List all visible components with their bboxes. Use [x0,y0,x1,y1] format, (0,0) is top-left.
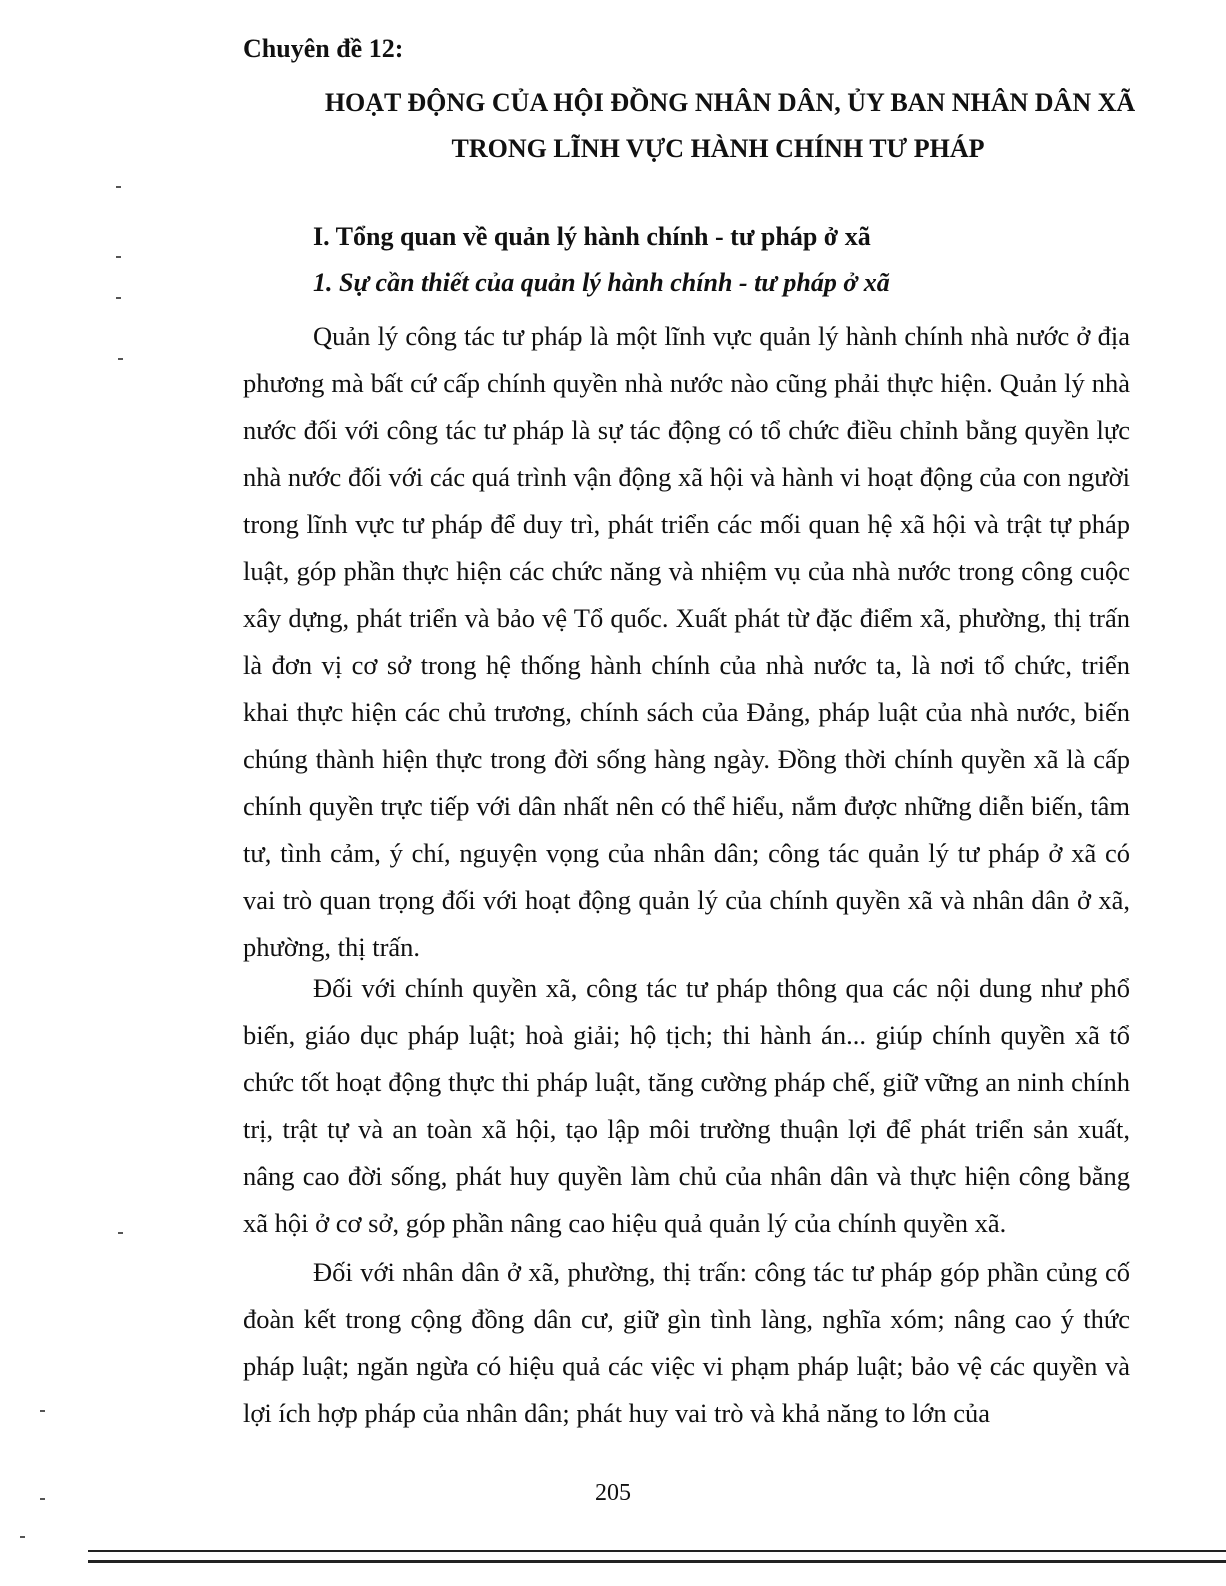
section-heading: I. Tổng quan về quản lý hành chính - tư pháp ở xã [313,222,871,251]
footer-rule-thick [88,1560,1226,1563]
main-title-line-2: TRONG LĨNH VỰC HÀNH CHÍNH TƯ PHÁP [451,134,985,163]
scan-speck [20,1536,25,1538]
scan-speck [118,1232,123,1234]
scan-speck [116,256,121,258]
subsection-heading: 1. Sự cần thiết của quản lý hành chính - tư pháp ở xã [313,268,890,297]
scan-speck [40,1410,45,1412]
main-title-line-1: HOẠT ĐỘNG CỦA HỘI ĐỒNG NHÂN DÂN, ỦY BAN NHÂN DÂN XÃ [324,88,1136,117]
body-paragraph-3: Đối với nhân dân ở xã, phường, thị trấn: công tác tư pháp góp phần củng cố đoàn kết trong cộng đồng dân cư, giữ gìn tình làng, nghĩa xóm; nâng cao ý thức pháp luật; ngăn ngừa có hiệu quả các việc vi phạm pháp luật; bảo vệ các quyền và lợi ích hợp pháp của nhân dân; phát huy vai trò và khả năng to lớn của [243,1257,1130,1428]
body-paragraph-1: Quản lý công tác tư pháp là một lĩnh vực quản lý hành chính nhà nước ở địa phương mà bất cứ cấp chính quyền nhà nước nào cũng phải thực hiện. Quản lý nhà nước đối với công tác tư pháp là sự tác động có tổ chức điều chỉnh bằng quyền lực nhà nước đối với các quá trình vận động xã hội và hành vi hoạt động của con người trong lĩnh vực tư pháp để duy trì, phát triển các mối quan hệ xã hội và trật tự pháp luật, góp phần thực hiện các chức năng và nhiệm vụ của nhà nước trong công cuộc xây dựng, phát triển và bảo vệ Tổ quốc. Xuất phát từ đặc điểm xã, phường, thị trấn là đơn vị cơ sở trong hệ thống hành chính của nhà nước ta, là nơi tổ chức, triển khai thực hiện các chủ trương, chính sách của Đảng, pháp luật của nhà nước, biến chúng thành hiện thực trong đời sống hàng ngày. Đồng thời chính quyền xã là cấp chính quyền trực tiếp với dân nhất nên có thể hiểu, nắm được những diễn biến, tâm tư, tình cảm, ý chí, nguyện vọng của nhân dân; công tác quản lý tư pháp ở xã có vai trò quan trọng đối với hoạt động quản lý của chính quyền xã và nhân dân ở xã, phường, thị trấn. [243,321,1130,962]
scan-speck [118,358,123,360]
footer-rule [88,1550,1226,1552]
page-number: 205 [595,1480,631,1506]
scan-speck [116,186,121,188]
body-paragraph-2: Đối với chính quyền xã, công tác tư pháp thông qua các nội dung như phổ biến, giáo dục pháp luật; hoà giải; hộ tịch; thi hành án... giúp chính quyền xã tổ chức tốt hoạt động thực thi pháp luật, tăng cường pháp chế, giữ vững an ninh chính trị, trật tự và an toàn xã hội, tạo lập môi trường thuận lợi để phát triển sản xuất, nâng cao đời sống, phát huy quyền làm chủ của nhân dân và thực hiện công bằng xã hội ở cơ sở, góp phần nâng cao hiệu quả quản lý của chính quyền xã. [243,973,1130,1238]
scan-speck [40,1498,45,1500]
scan-speck [116,297,121,299]
chapter-label: Chuyên đề 12: [243,34,404,63]
